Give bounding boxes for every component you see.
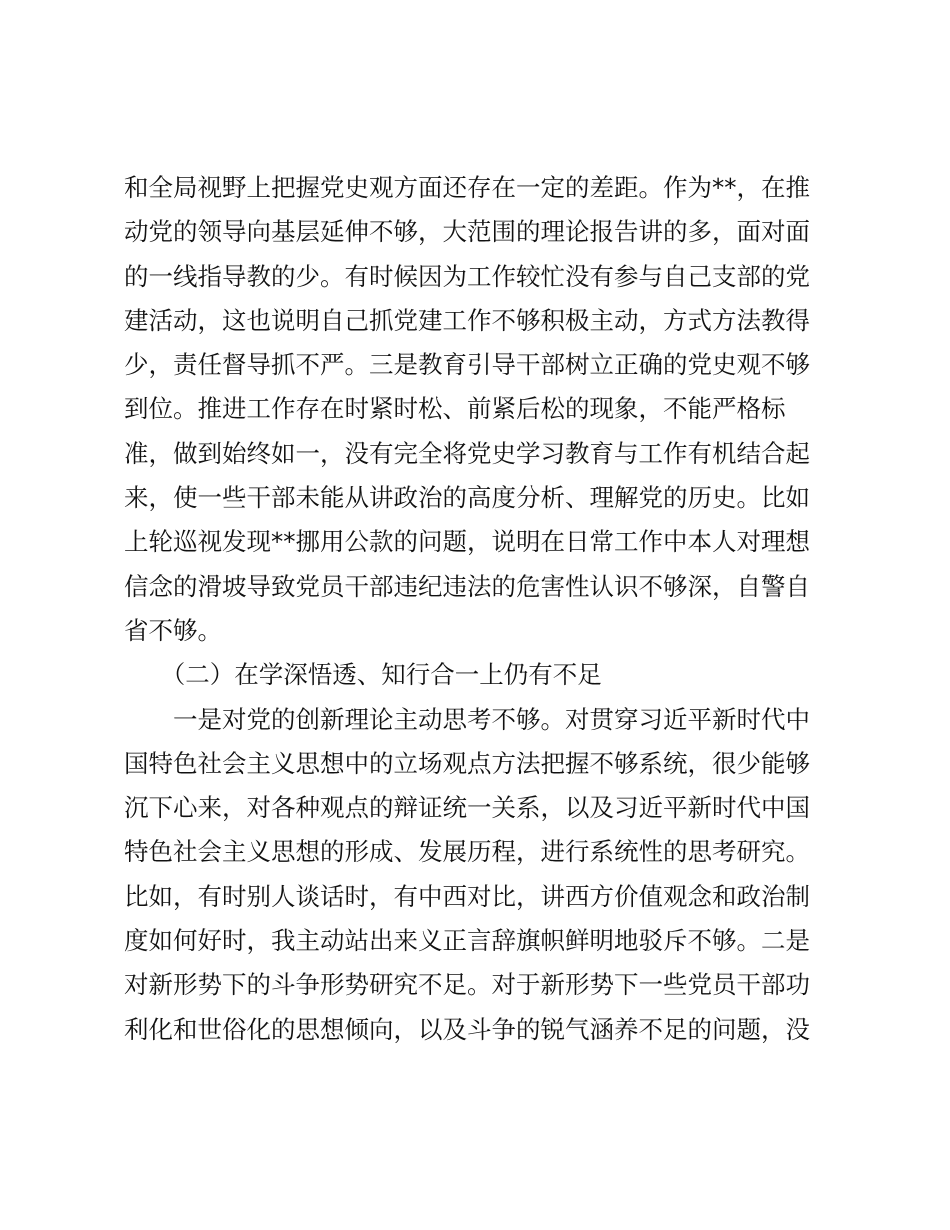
text-line: 国特色社会主义思想中的立场观点方法把握不够系统，很少能够 bbox=[124, 748, 810, 778]
text-line: 利化和世俗化的思想倾向，以及斗争的锐气涵养不足的问题，没 bbox=[124, 1014, 810, 1044]
text-line: 沉下心来，对各种观点的辩证统一关系，以及习近平新时代中国 bbox=[124, 793, 810, 823]
text-line: 特色社会主义思想的形成、发展历程，进行系统性的思考研究。 bbox=[124, 837, 810, 867]
text-line: 动党的领导向基层延伸不够，大范围的理论报告讲的多，面对面 bbox=[124, 217, 810, 247]
text-line: 建活动，这也说明自己抓党建工作不够积极主动，方式方法教得 bbox=[124, 305, 810, 335]
text-line: 度如何好时，我主动站出来义正言辞旗帜鲜明地驳斥不够。二是 bbox=[124, 926, 810, 956]
text-line: 比如，有时别人谈话时，有中西对比，讲西方价值观念和政治制 bbox=[124, 881, 810, 911]
text-line: 和全局视野上把握党史观方面还存在一定的差距。作为**，在推 bbox=[124, 173, 810, 202]
text-line: 的一线指导教的少。有时候因为工作较忙没有参与自己支部的党 bbox=[124, 261, 810, 291]
text-line: 对新形势下的斗争形势研究不足。对于新形势下一些党员干部功 bbox=[124, 970, 810, 1000]
text-line: 信念的滑坡导致党员干部违纪违法的危害性认识不够深，自警自 bbox=[124, 571, 810, 601]
text-line: 到位。推进工作存在时紧时松、前紧后松的现象，不能严格标 bbox=[124, 394, 786, 424]
text-line: 来，使一些干部未能从讲政治的高度分析、理解党的历史。比如 bbox=[124, 483, 810, 513]
text-line: 一是对党的创新理论主动思考不够。对贯穿习近平新时代中 bbox=[124, 704, 810, 734]
document-body bbox=[124, 166, 824, 1052]
text-line: 准，做到始终如一，没有完全将党史学习教育与工作有机结合起 bbox=[124, 438, 810, 468]
text-line: 上轮巡视发现**挪用公款的问题，说明在日常工作中本人对理想 bbox=[124, 527, 810, 557]
text-line: 省不够。 bbox=[124, 615, 222, 645]
text-line: 少，责任督导抓不严。三是教育引导干部树立正确的党史观不够 bbox=[124, 350, 810, 380]
section-heading: （二）在学深悟透、知行合一上仍有不足 bbox=[124, 660, 602, 690]
